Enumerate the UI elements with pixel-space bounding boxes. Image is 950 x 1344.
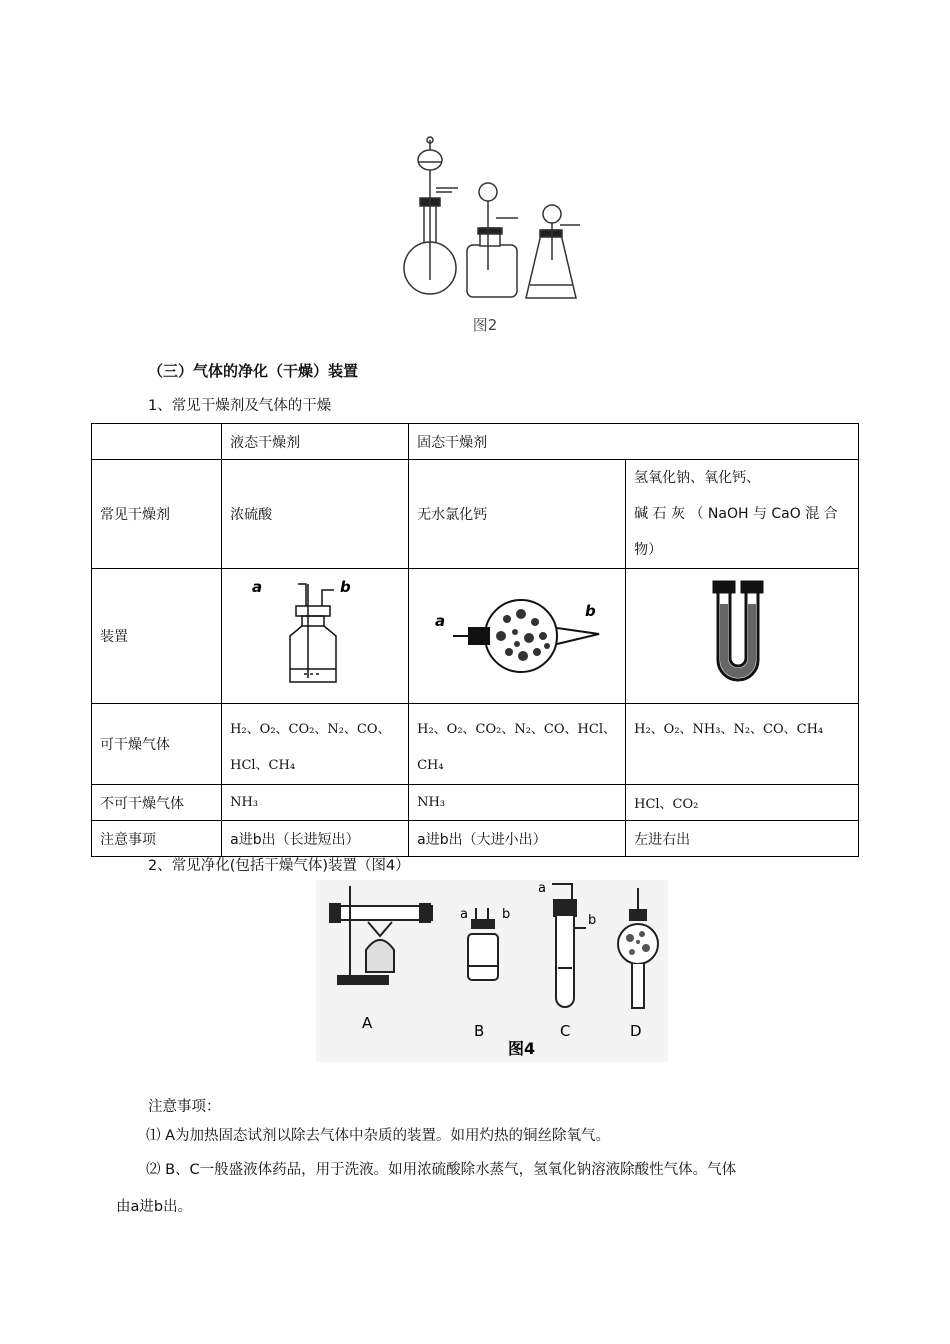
fig4-b-port-a: a [460,907,468,922]
cell-solid2-cannot-dry: HCl、CO₂ [626,785,859,821]
table-row-notes [92,821,859,857]
solid-agent-2-line1: 氢氧化钠、氧化钙、 [634,470,761,486]
drying-tube-drawing [417,574,617,694]
port-b-label: b [340,578,351,596]
cell-liquid-agent: 浓硫酸 [222,460,409,569]
cell-solid-agent-2 [626,460,859,569]
cell-solid1-cannot-dry: NH₃ [409,785,626,821]
figure-4-apparatus [316,880,668,1062]
cell-drying-tube [409,569,626,704]
fig4-label-d: D [630,1022,642,1040]
solid-agent-2-line3: 物） [634,542,663,558]
header-empty [92,424,222,460]
header-liquid: 液态干燥剂 [222,424,409,460]
cell-wash-bottle [222,569,409,704]
cell-solid1-can-dry: H₂、O₂、CO₂、N₂、CO、HCl、CH₄ [409,704,626,785]
cell-solid-agent-1: 无水氯化钙 [409,460,626,569]
solid-agent-2-line2: 碱 石 灰 （ NaOH 与 CaO 混 合 [634,506,838,522]
fig4-label-b: B [474,1022,485,1040]
row-label-notes: 注意事项 [92,821,222,857]
figure-2-apparatus [400,130,600,340]
subsection-2-title: 2、常见净化(包括干燥气体)装置（图4） [148,858,410,874]
cell-u-tube [626,569,859,704]
wash-bottle-drawing [230,574,400,694]
tube-port-b-label: b [585,602,596,620]
fig4-c-port-b: b [588,913,597,928]
table-row-can-dry [92,704,859,785]
row-label-drying-agent: 常见干燥剂 [92,460,222,569]
fig4-label-c: C [560,1022,571,1040]
cell-liquid-cannot-dry: NH₃ [222,785,409,821]
drying-agent-table [91,423,859,857]
row-label-cannot-dry: 不可干燥气体 [92,785,222,821]
header-solid: 固态干燥剂 [409,424,859,460]
note-item-2-line1: ⑵ B、C一般盛液体药品，用于洗液。如用浓硫酸除水蒸气，氢氧化钠溶液除酸性气体。气体 [146,1162,737,1178]
cell-solid1-notes: a进b出（大进小出） [409,821,626,857]
table-row-drying-agent [92,460,859,569]
fig4-b-port-b: b [502,907,511,922]
u-tube-drawing [634,574,844,694]
cell-solid2-can-dry: H₂、O₂、NH₃、N₂、CO、CH₄ [626,704,859,785]
table-header-row [92,424,859,460]
figure-2-caption: 图2 [472,316,498,334]
port-a-label: a [252,578,263,596]
fig4-c-port-a: a [538,881,546,896]
table-row-apparatus [92,569,859,704]
notes-heading: 注意事项： [148,1099,221,1115]
section-title: （三）气体的净化（干燥）装置 [148,362,359,380]
cell-liquid-notes: a进b出（长进短出） [222,821,409,857]
row-label-apparatus: 装置 [92,569,222,704]
subsection-1-title: 1、常见干燥剂及气体的干燥 [148,398,332,414]
fig4-label-a: A [362,1014,373,1032]
figure-4-caption: 图4 [508,1039,536,1058]
cell-solid2-notes: 左进右出 [626,821,859,857]
note-item-1: ⑴ A为加热固态试剂以除去气体中杂质的装置。如用灼热的铜丝除氧气。 [146,1128,611,1144]
cell-liquid-can-dry: H₂、O₂、CO₂、N₂、CO、HCl、CH₄ [222,704,409,785]
note-item-2-line2: 由a进b出。 [116,1199,193,1215]
row-label-can-dry: 可干燥气体 [92,704,222,785]
table-row-cannot-dry [92,785,859,821]
tube-port-a-label: a [435,612,446,630]
